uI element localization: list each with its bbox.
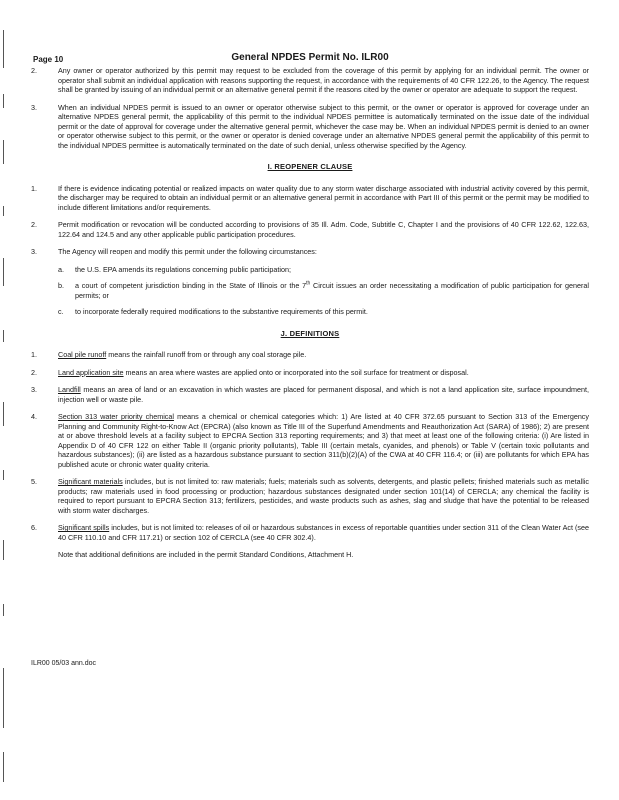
item-number: 3. — [31, 385, 37, 394]
reopener-subitem — [31, 281, 589, 300]
item-text: Any owner or operator authorized by this permit may request to be excluded from the coverage of this permit by applying for an individual permit. The owner or operator shall submit an individual application with reasons supporting the request, in accordance with the requirements of 40 CFR 122.26, to the Agency. The request shall be granted by issuing of an individual permit or an alternative general permit if the reasons cited by the owner or operator are adequate to support the request. — [58, 66, 589, 94]
item-text: If there is evidence indicating potential or realized impacts on water quality due to any storm water discharge associated with industrial activity covered by this permit, the discharger may be required to obtain an individual permit or an alternative general permit in accordance with Part III of this permit or the permit may be modified to include different limitations and/or requirements. — [58, 183, 589, 212]
definition-item — [31, 368, 589, 378]
reopener-subitem — [31, 307, 589, 317]
document-footer: ILR00 05/03 ann.doc — [31, 660, 96, 667]
page-number: Page 10 — [33, 55, 64, 64]
item-number: 2. — [31, 66, 37, 75]
permit-page — [31, 52, 589, 560]
item-number: 3. — [31, 102, 37, 112]
definition-item — [31, 412, 589, 469]
subitem-text: the U.S. EPA amends its regulations concerning public participation; — [75, 264, 292, 274]
subitem-letter: a. — [58, 264, 64, 274]
page-header — [31, 52, 589, 66]
item-text: Permit modification or revocation will be conducted according to provisions of 35 Ill. Adm. Code, Subtitle C, Chapter I and the provisions of 40 CFR 122.62, 122.63, 122.64 and 124.5 and any other applicable public participation procedures. — [58, 220, 589, 239]
defined-term: Land application site — [58, 367, 124, 377]
definition-item — [31, 523, 589, 542]
definitions-heading: J. DEFINITIONS — [280, 328, 340, 338]
definitions-note: Note that additional definitions are included in the permit Standard Conditions, Attachment H. — [58, 550, 354, 559]
definition-text: includes, but is not limited to: raw materials; fuels; materials such as solvents, detergents, and plastic pellets; finished materials such as metallic products; raw materials used in food processing or production; hazardous substances designated under section 101(14) of CERCLA; any chemical the facility is required to report pursuant to EPCRA Section 313; fertilizers, pesticides, and waste products such as ashes, slag and sludge that have the potential to be released with storm water discharges. — [58, 477, 589, 515]
reopener-item — [31, 184, 589, 213]
subitem-letter: c. — [58, 307, 64, 316]
subitem-text-end: Circuit issues an order necessitating a modification of public participation for general permits; or — [75, 281, 589, 300]
item-text: The Agency will reopen and modify this permit under the following circumstances: — [58, 247, 317, 256]
definition-item — [31, 477, 589, 515]
reopener-item — [31, 220, 589, 239]
defined-term: Section 313 water priority chemical — [58, 412, 175, 421]
item-text: When an individual NPDES permit is issued to an owner or operator otherwise subject to this permit, or the owner or operator is approved for coverage under an alternative NPDES general permit, the applicability of this permit to the individual NPDES permittee is automatically terminated on the issue date of the individual permit or the date of approval for coverage under the alternative general permit, whichever the case may be. When an individual NPDES permit is denied to an owner or operator otherwise subject to this permit, or the owner or operator is denied coverage under an alternative NPDES general permit the applicability of this permit to the individual NPDES permittee is automatically terminated on the date of such denial, unless otherwise specified by the Agency. — [58, 102, 589, 150]
ordinal-superscript: th — [306, 280, 311, 287]
item-number: 4. — [31, 412, 37, 421]
subitem-text: to incorporate federally required modifications to the substantive requirements of this permit. — [75, 307, 368, 316]
item-number: 6. — [31, 523, 37, 532]
definition-text: means the rainfall runoff from or through any coal storage pile. — [106, 350, 307, 359]
definition-item — [31, 385, 589, 404]
subitem-text-start: a court of competent jurisdiction binding in the State of Illinois or the 7 — [75, 281, 307, 290]
definition-text: means an area where wastes are applied onto or incorporated into the soil surface for treatment or disposal. — [123, 367, 469, 377]
item-number: 5. — [31, 477, 37, 486]
intro-item — [31, 66, 589, 95]
item-number: 1. — [31, 350, 37, 359]
subitem-letter: b. — [58, 281, 64, 290]
defined-term: Significant materials — [58, 477, 123, 486]
document-title: General NPDES Permit No. ILR00 — [231, 52, 389, 63]
definition-text: includes, but is not limited to: releases of oil or hazardous substances in excess of reportable quantities under section 311 of the Clean Water Act (see 40 CFR 110.10 and CFR 117.21) or section 102 of CERCLA (see 40 CFR 302.4). — [58, 523, 589, 542]
item-number: 2. — [31, 367, 37, 377]
defined-term: Coal pile runoff — [58, 350, 107, 359]
defined-term: Significant spills — [58, 523, 110, 532]
item-number: 3. — [31, 247, 37, 256]
defined-term: Landfill — [58, 385, 81, 394]
reopener-subitem — [31, 265, 589, 275]
binder-edge-marks — [3, 0, 6, 800]
reopener-item — [31, 247, 589, 257]
definition-text: means a chemical or chemical categories which: 1) Are listed at 40 CFR 372.65 pursuant to Section 313 of the Emergency Planning and Community Right-to-Know Act (EPCRA) (also known as Title III of the Superfund Amendments and Reauthorization Act (SARA) of 1986); 2) are present at or above threshold levels at a facility subject to EPCRA Section 313 reporting requirements; and 3) that meet at least one of the following criteria: (i) Are listed in Appendix D of 40 CFR 122 on either Table II (organic priority pollutants), Table III (certain metals, cyanides, and phenols) or Table V (certain toxic pollutants and hazardous substances); (ii) are listed as a hazardous substance pursuant to section 311(b)(2)(A) of the CWA at 40 CFR 116.4; or (iii) are pollutants for which EPA has published acute or chronic water quality criteria. — [58, 412, 589, 469]
item-number: 1. — [31, 183, 37, 193]
intro-item — [31, 103, 589, 151]
definition-text: means an area of land or an excavation in which wastes are placed for permanent disposal, and which is not a land application site, surface impoundment, injection well or waste pile. — [58, 385, 589, 404]
reopener-clause-heading: I. REOPENER CLAUSE — [267, 162, 353, 171]
item-number: 2. — [31, 220, 37, 229]
definition-item — [31, 350, 589, 360]
